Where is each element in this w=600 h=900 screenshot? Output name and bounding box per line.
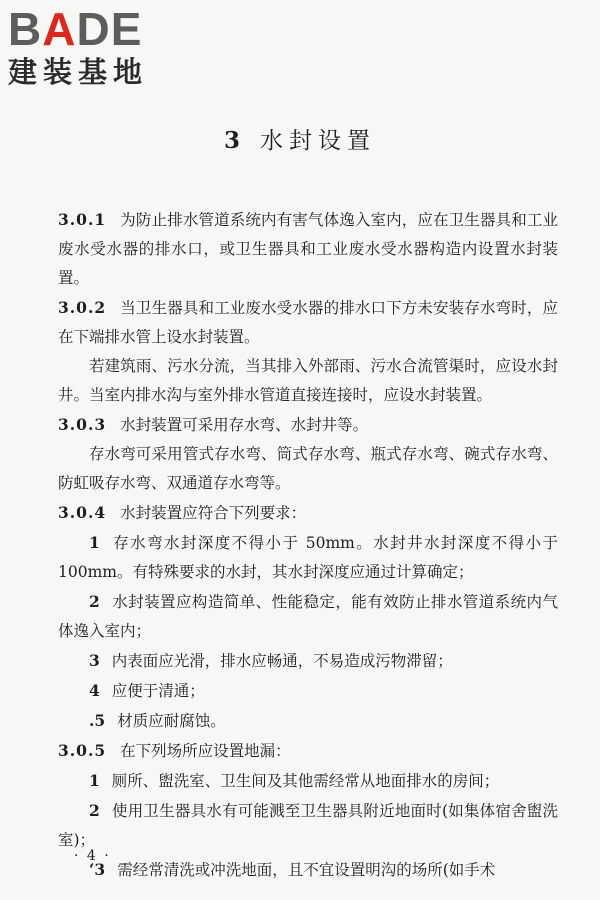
clause-paragraph: 存水弯可采用管式存水弯、筒式存水弯、瓶式存水弯、碗式存水弯、防虹吸存水弯、双通道存水弯等。 (58, 445, 558, 492)
list-item (58, 796, 558, 855)
clause-number: 3.0.2 (58, 298, 107, 317)
clause-number: 3.0.1 (58, 210, 107, 229)
list-item (58, 855, 558, 885)
bade-logo (8, 3, 149, 89)
list-item (58, 646, 558, 676)
chapter-name: 水封设置 (260, 128, 376, 154)
list-item (58, 528, 558, 587)
item-number: 2 (89, 801, 100, 820)
clause-text: 在下列场所应设置地漏： (120, 742, 291, 760)
item-number: 1 (89, 771, 100, 790)
chapter-number: 3 (223, 127, 246, 154)
list-item (58, 706, 558, 736)
item-number: .5 (89, 711, 106, 730)
item-text: 使用卫生器具水有可能溅至卫生器具附近地面时(如集体宿舍盥洗室)； (58, 802, 558, 849)
list-item (58, 766, 558, 796)
item-text: 应便于清通； (111, 682, 205, 700)
logo-letters-de: DE (76, 3, 143, 55)
list-item (58, 587, 558, 646)
item-text: 存水弯水封深度不得小于 50mm。水封井水封深度不得小于 100mm。有特殊要求的水封，其水封深度应通过计算确定； (58, 534, 558, 581)
clause-3-0-4 (58, 498, 558, 528)
clause-3-0-3 (58, 410, 558, 440)
clause-number: 3.0.3 (58, 415, 107, 434)
clause-text: 水封装置应符合下列要求： (120, 504, 307, 522)
logo-wordmark (8, 3, 148, 55)
page-number: · 4 · (74, 848, 111, 864)
clause-3-0-5 (58, 736, 558, 766)
clause-paragraph: 若建筑雨、污水分流，当其排入外部雨、污水合流管渠时，应设水封井。当室内排水沟与室外排水管道直接连接时，应设水封装置。 (58, 357, 558, 404)
clause-text: 水封装置可采用存水弯、水封井等。 (120, 416, 369, 434)
clause-3-0-1 (58, 205, 558, 293)
item-number: 4 (89, 681, 100, 700)
logo-letter-a: A (42, 3, 77, 55)
item-number: 1 (89, 533, 100, 552)
logo-letter-b: B (8, 3, 43, 55)
item-number: 2 (89, 592, 100, 611)
list-item (58, 676, 558, 706)
item-number: ‘3 (89, 860, 106, 879)
clause-3-0-2 (58, 293, 558, 352)
clause-number: 3.0.5 (58, 741, 107, 760)
item-text: 需经常清洗或冲洗地面，且不宜设置明沟的场所(如手术 (117, 861, 496, 879)
clause-number: 3.0.4 (58, 503, 107, 522)
chapter-title (0, 122, 600, 155)
clause-text: 为防止排水管道系统内有害气体逸入室内，应在卫生器具和工业废水受水器的排水口，或卫生器具和工业废水受水器构造内设置水封装置。 (58, 211, 558, 287)
item-text: 内表面应光滑，排水应畅通，不易造成污物滞留； (111, 652, 453, 670)
document-body (58, 205, 558, 885)
logo-subtitle: 建装基地 (8, 55, 149, 89)
item-text: 水封装置应构造简单、性能稳定，能有效防止排水管道系统内气体逸入室内； (58, 593, 558, 640)
item-number: 3 (89, 651, 100, 670)
item-text: 厕所、盥洗室、卫生间及其他需经常从地面排水的房间； (111, 772, 500, 790)
item-text: 材质应耐腐蚀。 (117, 712, 226, 730)
clause-text: 当卫生器具和工业废水受水器的排水口下方未安装存水弯时，应在下端排水管上设水封装置。 (58, 299, 558, 346)
